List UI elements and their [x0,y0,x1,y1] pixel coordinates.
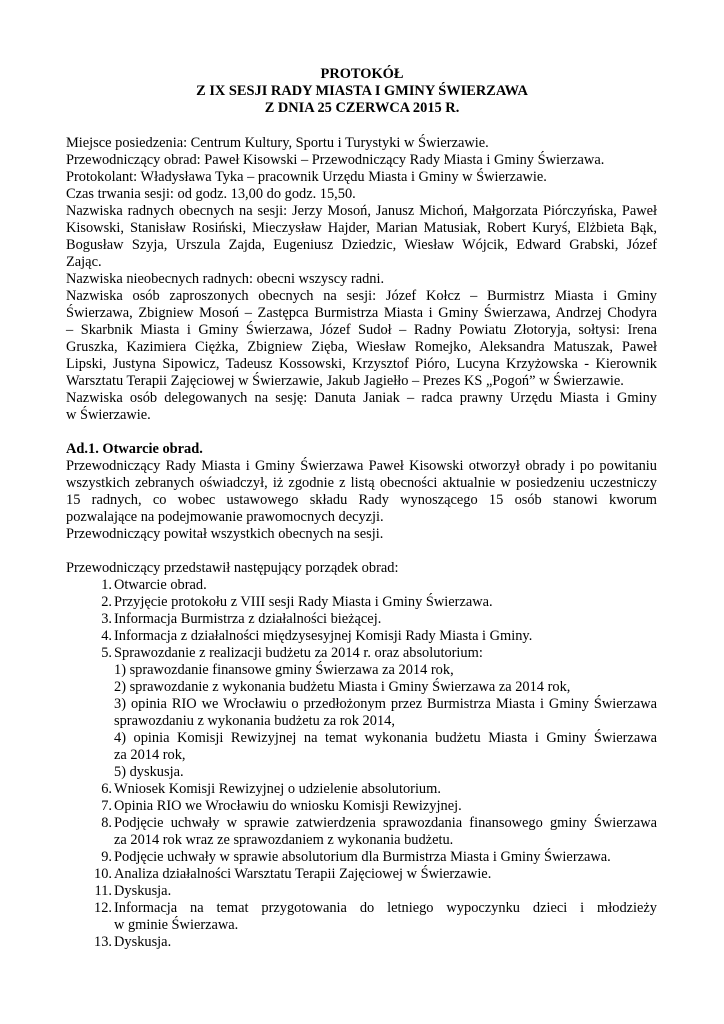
agenda-item-text: Analiza działalności Warsztatu Terapii Zajęciowej w Świerzawie. [114,866,492,882]
agenda-item-text: Opinia RIO we Wrocławiu do wniosku Komisji Rewizyjnej. [114,798,462,814]
agenda-item-text: Informacja Burmistrza z działalności bieżącej. [114,611,382,627]
agenda-subitem: 1) sprawozdanie finansowe gminy Świerzawa za 2014 rok, [114,662,454,678]
agenda-item-text: Dyskusja. [114,883,172,899]
agenda-item-text: za 2014 rok wraz ze sprawozdaniem z wykonania budżetu. [114,832,454,848]
agenda-item-number: 5. [101,645,112,661]
present-councillors-line: Kisowski, Stanisław Rosiński, Mieczysław Hajder, Marian Matusiak, Robert Kuryś, Elżbieta Bąk, [66,220,657,236]
agenda-subitem: 4) opinia Komisji Rewizyjnej na temat wykonania budżetu Miasta i Gminy Świerzawa [114,730,657,746]
agenda-item-text: Informacja na temat przygotowania do letniego wypoczynku dzieci i młodzieży [114,900,657,916]
session-duration: Czas trwania sesji: od godz. 13,00 do godz. 15,50. [66,186,356,202]
agenda-item-text: Dyskusja. [114,934,172,950]
ad1-paragraph-line: pozwalające na podejmowanie prawomocnych decyzji. [66,509,384,525]
delegated-persons-line: Nazwiska osób delegowanych na sesję: Danuta Janiak – radca prawny Urzędu Miasta i Gminy [66,390,657,406]
agenda-item-number: 10. [94,866,112,882]
agenda-subitem: 5) dyskusja. [114,764,184,780]
agenda-item-number: 12. [94,900,112,916]
invited-guests-line: Lipski, Justyna Sipowicz, Tadeusz Kossowski, Krzysztof Pióro, Lucyna Krzyżowska - Kierownik [66,356,657,372]
delegated-persons-line: w Świerzawie. [66,407,151,423]
invited-guests-line: Nazwiska osób zaproszonych obecnych na sesji: Józef Kołcz – Burmistrz Miasta i Gminy [66,288,657,304]
ad1-paragraph-line: Przewodniczący Rady Miasta i Gminy Świerzawa Paweł Kisowski otworzył obrady i po powitaniu [66,458,657,474]
invited-guests-line: – Skarbnik Miasta i Gminy Świerzawa, Józef Sudoł – Radny Powiatu Złotoryja, sołtysi: Irena [66,322,657,338]
section-heading-ad1: Ad.1. Otwarcie obrad. [66,441,203,457]
invited-guests-line: Świerzawa, Zbigniew Mosoń – Zastępca Burmistrza Miasta i Gminy Świerzawa, Andrzej Chodyra [66,305,657,321]
agenda-item-number: 8. [101,815,112,831]
agenda-item-text: Podjęcie uchwały w sprawie zatwierdzenia sprawozdania finansowego gminy Świerzawa [114,815,657,831]
agenda-item-number: 6. [101,781,112,797]
meeting-place: Miejsce posiedzenia: Centrum Kultury, Sportu i Turystyki w Świerzawie. [66,135,489,151]
agenda-intro: Przewodniczący przedstawił następujący porządek obrad: [66,560,399,576]
agenda-subitem: sprawozdaniu z wykonania budżetu za rok 2014, [114,713,395,729]
session-date: Z DNIA 25 CZERWCA 2015 R. [264,100,460,116]
agenda-item-text: Informacja z działalności międzysesyjnej Komisji Rady Miasta i Gminy. [114,628,533,644]
agenda-item-text: w gminie Świerzawa. [114,917,239,933]
ad1-paragraph-line: wszystkich zebranych oświadczył, iż zgodnie z listą obecności aktualnie w posiedzeniu uczestniczy [66,475,657,491]
agenda-item-number: 1. [101,577,112,593]
session-title: Z IX SESJI RADY MIASTA I GMINY ŚWIERZAWA [196,83,528,99]
agenda-item-number: 7. [101,798,112,814]
absent-councillors: Nazwiska nieobecnych radnych: obecni wszyscy radni. [66,271,385,287]
agenda-subitem: 3) opinia RIO we Wrocławiu o przedłożonym przez Burmistrza Miasta i Gminy Świerzawa [114,696,657,712]
agenda-item-number: 2. [101,594,112,610]
agenda-item-number: 9. [101,849,112,865]
chairperson: Przewodniczący obrad: Paweł Kisowski – Przewodniczący Rady Miasta i Gminy Świerzawa. [66,152,605,168]
present-councillors-line: Bogusław Szyja, Urszula Zajda, Eugeniusz Dziedzic, Wiesław Wójcik, Edward Grabski, Józef [66,237,657,253]
present-councillors-line: Zając. [66,254,102,270]
agenda-item-number: 11. [94,883,112,899]
agenda-item-text: Podjęcie uchwały w sprawie absolutorium dla Burmistrza Miasta i Gminy Świerzawa. [114,849,611,865]
ad1-paragraph-line: Przewodniczący powitał wszystkich obecnych na sesji. [66,526,384,542]
agenda-subitem: za 2014 rok, [114,747,186,763]
ad1-paragraph-line: 15 radnych, co wobec ustawowego składu Rady wynoszącego 15 osób stanowi kworum [66,492,657,508]
agenda-item-number: 4. [101,628,112,644]
agenda-subitem: 2) sprawozdanie z wykonania budżetu Miasta i Gminy Świerzawa za 2014 rok, [114,679,571,695]
invited-guests-line: Gruszka, Kazimiera Ciężka, Zbigniew Zięba, Wiesław Romejko, Aleksandra Matuszak, Paweł [66,339,657,355]
agenda-item-text: Sprawozdanie z realizacji budżetu za 2014 r. oraz absolutorium: [114,645,483,661]
agenda-item-text: Wniosek Komisji Rewizyjnej o udzielenie absolutorium. [114,781,441,797]
minutes-taker: Protokolant: Władysława Tyka – pracownik Urzędu Miasta i Gminy w Świerzawie. [66,169,547,185]
present-councillors-line: Nazwiska radnych obecnych na sesji: Jerzy Mosoń, Janusz Michoń, Małgorzata Piórczyńska, Paweł [66,203,657,219]
agenda-item-number: 3. [101,611,112,627]
agenda-item-text: Przyjęcie protokołu z VIII sesji Rady Miasta i Gminy Świerzawa. [114,594,493,610]
agenda-item-text: Otwarcie obrad. [114,577,207,593]
agenda-item-number: 13. [94,934,112,950]
invited-guests-line: Warsztatu Terapii Zajęciowej w Świerzawie, Jakub Jagiełło – Prezes KS „Pogoń” w Świerzawie. [66,373,624,389]
document-title: PROTOKÓŁ [320,66,404,82]
